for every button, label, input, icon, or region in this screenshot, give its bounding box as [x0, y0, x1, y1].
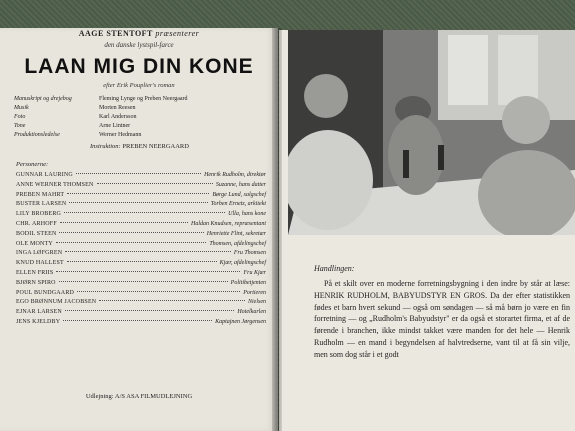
film-still-illustration [288, 30, 575, 235]
cast-row: ANNE WERNER THOMSEN Suzanne, hans datter [16, 181, 266, 188]
cast-row: JENS KJELDBY Kaptajnen Jørgensen [16, 318, 266, 325]
credits-block [14, 95, 264, 140]
credit-row: Foto Karl Andersson [14, 114, 137, 120]
source-novel: efter Erik Pouplier's roman [103, 82, 175, 89]
cast-row: GUNNAR LAURING Henrik Rudholm, direktør [16, 172, 266, 178]
distributor-line: Udlejning: A/S ASA FILMUDLEJNING [85, 393, 193, 400]
film-title: LAAN MIG DIN KONE [24, 55, 254, 78]
credit-row: Produktionsledelse Werner Hedmann [14, 132, 142, 138]
instruction-line: Instruktion: PREBEN NEERGAARD [90, 143, 189, 150]
presenter-verb: præsenterer [155, 29, 200, 38]
credit-row: Musik Morten Reesen [14, 105, 136, 111]
cast-row: BODIL STEEN Henriette Flint, sekretær [16, 230, 266, 237]
credit-row: Tone Arne Lintner [14, 123, 131, 129]
synopsis-heading: Handlingen: [314, 264, 355, 273]
cast-row: PREBEN MAHRT Børge Lund, salgschef [16, 191, 266, 198]
cast-row: CHR. ARHOFF Haldan Knudsen, repræsentant [16, 220, 266, 227]
cast-row: KNUD HALLEST Kjær, afdelingschef [16, 260, 266, 267]
cast-list [16, 171, 266, 328]
cast-row: LILY BROBERG Ulla, hans kone [16, 211, 266, 218]
cast-row: POUL BUNDGAARD Portieren [16, 289, 266, 296]
presenter-name: AAGE STENTOFT [78, 29, 153, 38]
cast-row: EGO BRØNNUM JACOBSEN Nielsen [16, 299, 266, 306]
genre-line: den danske lystspil-farce [104, 41, 174, 49]
cast-row: OLE MONTY Thomsen, afdelingschef [16, 240, 266, 247]
cast-row: ELLEN FRIIS Fru Kjær [16, 269, 266, 276]
cast-heading: Personerne: [16, 161, 49, 168]
synopsis-text: På et skilt over en moderne forretningsbygning i den indre by står at læse: HENRIK RUDHOLM, BABYUDSTYR EN GROS. Da der efter statistikken fødes et barn hvert sekund — også om søndagen — så må børn jo være en fin forretning — og „Rudholm's Babyudstyr" er da også et storartet firma, et af de førende i branchen, ikke mindst takket være manden for det hele — Henrik Rudholm — en mand i begyndelsen af halvtredserne, vant til at få sin vilje, men som dog står i et godt [314, 279, 570, 359]
credit-row: Manuskript og drejebog Fleming Lynge og Preben Neergaard [14, 96, 188, 102]
cast-row: INGA LØFGREN Fru Thomsen [16, 250, 266, 257]
film-still-photo [288, 30, 575, 235]
cast-row: EJNAR LARSEN Hotelkarlen [16, 309, 266, 316]
cast-row: BUSTER LARSEN Torben Ernetz, arkitekt [16, 201, 266, 208]
presenter-line [0, 29, 278, 38]
cast-row: BJØRN SPIRO Politibetjenten [16, 279, 266, 286]
